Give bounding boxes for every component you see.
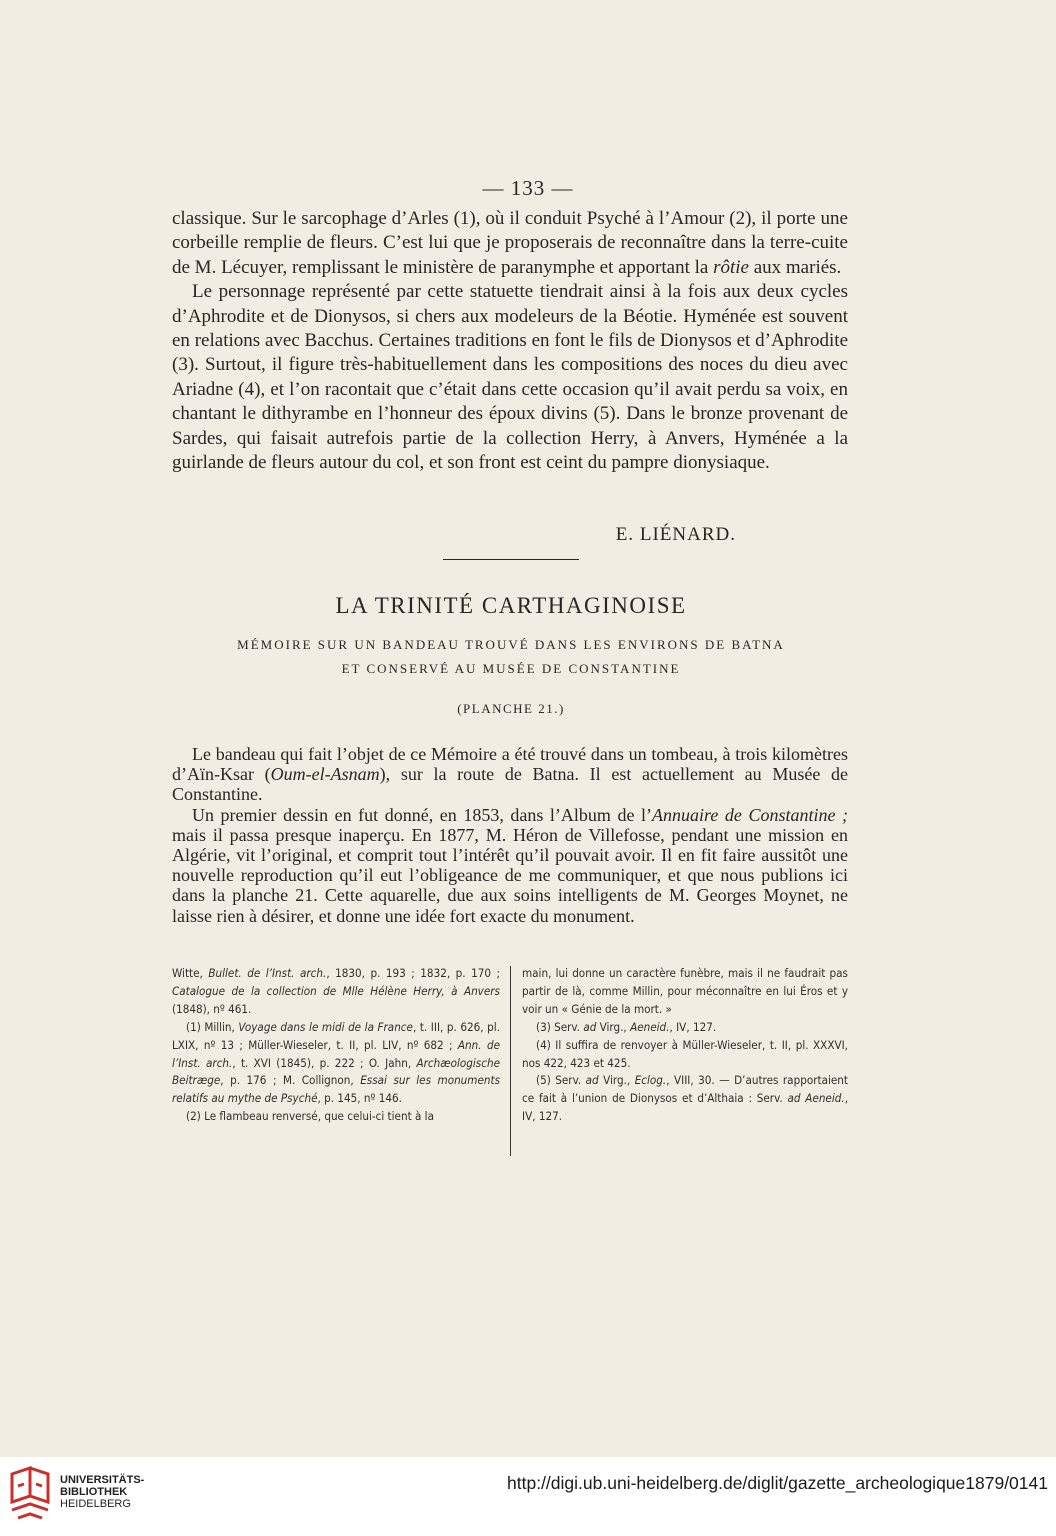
article-paragraph-1: Le bandeau qui fait l’objet de ce Mémoire a été trouvé dans un tombeau, à trois kilomètres d’Aïn-Ksar (Oum-el-Asnam), sur la route de Batna. Il est actuellement au Musée de Constantine. [172,744,848,805]
article-paragraph-2: Un premier dessin en fut donné, en 1853, dans l’Album de l’Annuaire de Constantine ; mais il passa presque inaperçu. En 1877, M. Héron de Villefosse, pendant une mission en Algérie, vit l’original, et comprit tout l’intérêt qu’il pouvait avoir. Il en fit faire aussitôt une nouvelle reproduction qu’il eut l’obligeance de me communiquer, et que nous publions ici dans la planche 21. Cette aquarelle, due aux soins intelligents de M. Georges Moynet, ne laisse rien à désirer, et donne une idée fort exacte du monument. [172,804,849,926]
article-subtitle-line-2: ET CONSERVÉ AU MUSÉE DE CONSTANTINE [341,661,681,676]
footer-bar [0,1457,1056,1536]
source-url-link[interactable]: http://digi.ub.uni-heidelberg.de/diglit/gazette_archeologique1879/0141 [507,1473,1048,1493]
footnotes-left-column [172,965,500,1126]
footnote-1: (1) Millin, Voyage dans le midi de la France, t. III, p. 626, pl. LXIX, nº 13 ; Müller-Wieseler, t. II, pl. LIV, nº 682 ; Ann. de l’Inst. arch., t. XVI (1845), p. 222 ; O. Jahn, Archæologische Beitræge, p. 176 ; M. Collignon, Essai sur les monuments relatifs au mythe de Psyché, p. 145, nº 146. [172,1019,501,1106]
footnote-column-divider [510,966,511,1156]
footnote-2: (2) Le flambeau renversé, que celui-ci tient à la [186,1109,434,1124]
footnote-4: (4) Il suffira de renvoyer à Müller-Wieseler, t. II, pl. XXXVI, nos 422, 423 et 425. [522,1037,848,1070]
intro-paragraph-2: Le personnage représenté par cette statuette tiendrait ainsi à la fois aux deux cycles d’Aphrodite et de Dionysos, si chers aux modeleurs de la Béotie. Hyménée est souvent en relations avec Bacchus. Certaines traditions en font le fils de Dionysos et d’Aphrodite (3). Surtout, il figure très-habituellement dans les compositions des noces du dieu avec Ariadne (4), et l’on racontait que c’était dans cette occasion qu’il avait perdu sa voix, en chantant le dithyrambe en l’honneur des époux divins (5). Dans le bronze provenant de Sardes, qui faisait autrefois partie de la collection Herry, à Anvers, Hyménée a la guirlande de fleurs autour du col, et son front est ceint du pampre dionysiaque. [172,281,848,474]
intro-paragraph-1: classique. Sur le sarcophage d’Arles (1), où il conduit Psyché à l’Amour (2), il porte une corbeille remplie de fleurs. C’est lui que je proposerais de reconnaître dans la terre-cuite de M. Lécuyer, remplissant le ministère de paranymphe et apportant la rôtie aux mariés. [172,208,848,278]
footnote-2-continued: main, lui donne un caractère funèbre, mais il ne faudrait pas partir de là, comme Millin, pour méconnaître en lui Éros et y voir un « Génie de la mort. » [522,966,848,1016]
article-text [172,744,848,926]
article-subtitle-line-1: MÉMOIRE SUR UN BANDEAU TROUVÉ DANS LES ENVIRONS DE BATNA [237,637,785,652]
footnotes-right-column [522,965,848,1126]
footnote-3: (3) Serv. ad Virg., Aeneid., IV, 127. [536,1019,717,1034]
library-name: UNIVERSITÄTS- BIBLIOTHEK HEIDELBERG [60,1474,145,1510]
footnote-continued: Witte, Bullet. de l’Inst. arch., 1830, p. 193 ; 1832, p. 170 ; Catalogue de la collection de Mlle Hélène Herry, à Anvers (1848), nº 461. [172,966,500,1016]
author-signature: E. LIÉNARD. [615,524,736,545]
plate-reference: (PLANCHE 21.) [457,701,565,716]
library-logo-icon [8,1466,52,1524]
intro-text [172,207,848,475]
section-divider [443,559,579,560]
article-title: LA TRINITÉ CARTHAGINOISE [335,593,687,618]
footnote-5: (5) Serv. ad Virg., Eclog., VIII, 30. — D’autres rapportaient ce fait à l’union de Dionysos et d’Althaia : Serv. ad Aeneid., IV, 127. [522,1073,849,1124]
page-number: — 133 — [482,176,574,200]
